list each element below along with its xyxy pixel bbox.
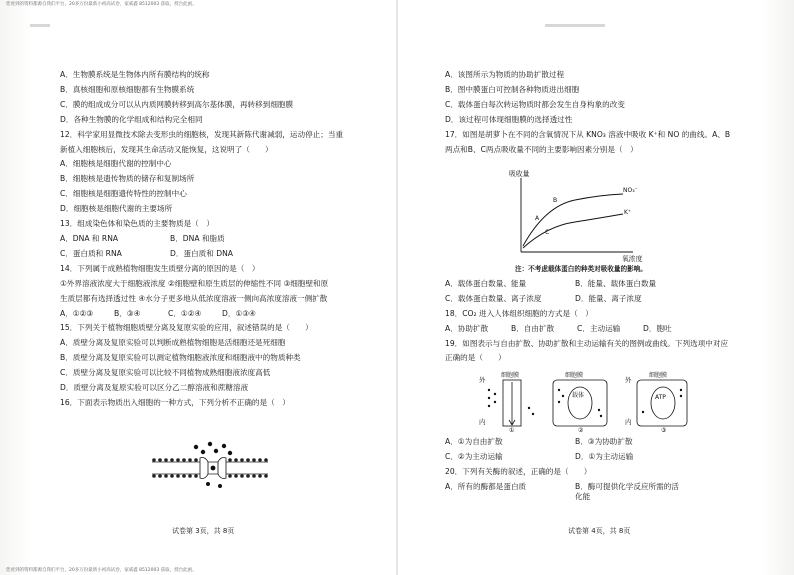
right-page [445, 70, 785, 155]
q20-options-row1 [445, 482, 785, 503]
fig3-inside-label: 内 [625, 418, 632, 426]
q15-option-b: B．质壁分离及复原实验可以测定植物细胞液浓度和细胞液中的物质种类 [60, 353, 301, 363]
point-b-label: B [553, 197, 558, 204]
scan-smudge [30, 24, 50, 27]
q18-option-a: A．协助扩散 [445, 323, 489, 333]
fig1-outside-label: 外 [479, 376, 486, 384]
q19-option-d: D．①为主动运输 [575, 451, 634, 461]
q14-line-1: ①外界溶液浓度大于细胞液浓度 ②细胞壁和原生质层的伸缩性不同 ③细胞壁和原 [60, 278, 329, 288]
q17-stem-2: 两点和B、C两点吸收量不同的主要影响因素分别是（ ） [445, 144, 638, 154]
q19-stem-2: 正确的是（ ） [445, 353, 506, 363]
q16-option-c: C．载体蛋白每次转运物质时都会发生自身构象的改变 [445, 99, 625, 109]
q13-option-a: A．DNA 和 RNA [60, 233, 119, 243]
q15-option-c: C．质壁分离及复原实验可以比较不同植物成熟细胞液浓度高低 [60, 368, 271, 378]
q16-option-b: B．图中膜蛋白可控制各种物质进出细胞 [445, 84, 580, 94]
fig3-outside-label: 外 [625, 376, 632, 384]
q16-option-a: A．该图所示为物质的协助扩散过程 [445, 70, 565, 79]
q13-stem: 13．组成染色体和染色质的主要物质是（ ） [60, 219, 214, 229]
q20-option-b: B．酶可提供化学反应所需的活化能 [575, 481, 679, 502]
scan-smudge [545, 24, 605, 27]
point-a-label: A [535, 215, 540, 222]
q13-options-row2 [60, 249, 400, 259]
q18-stem: 18．CO₂ 进入人体组织细胞的方式是（ ） [445, 308, 593, 318]
graph-ylabel: 吸收量 [509, 170, 530, 178]
q17-options-row1 [445, 279, 785, 289]
q11-option-d: D．各种生物膜的化学组成和结构完全相同 [60, 114, 203, 124]
header-watermark-strip: 您看到的资料都源自我们平台，20多万份最新小初高试卷，家威鑫 8512003 获取，授台此函。 [6, 2, 197, 7]
figure-1 [479, 371, 534, 426]
fig1-membrane-label: 细胞膜 [501, 372, 520, 379]
q14-line-2: 生质层都有选择透过性 ④水分子更多地从低浓度溶液一侧向高浓度溶液一侧扩散 [60, 293, 328, 303]
right-page-bottom [445, 437, 785, 503]
q19-option-c: C．②为主动运输 [445, 451, 503, 461]
q17-option-d: D．能量、离子浓度 [575, 293, 642, 303]
membrane-transport-figure [150, 440, 270, 492]
q14-option-a: A．①②③ [60, 308, 94, 318]
footer-watermark-strip: 您看到的资料都源自我们平台，20多万份最新小初高试卷，家威鑫 8512003 获取，授台此函。 [6, 568, 197, 573]
q12-option-a: A．细胞核是细胞代谢的控制中心 [60, 159, 172, 169]
figure-3 [625, 371, 687, 426]
q17-option-a: A．载体蛋白数量、能量 [445, 278, 527, 288]
graph-xlabel: 氧浓度 [622, 255, 643, 263]
fig3-carrier [651, 387, 675, 419]
q12-option-d: D．细胞核是细胞代谢的主要场所 [60, 204, 173, 214]
curve-no3-label: NO₃⁻ [623, 187, 638, 194]
curve-k-label: K⁺ [624, 209, 632, 216]
q13-option-b: B．DNA 和脂质 [170, 233, 225, 243]
q19-options-row2 [445, 452, 785, 462]
q19-option-b: B．③为协助扩散 [575, 437, 633, 446]
fig1-number: ① [509, 427, 515, 432]
q17-note: 注：不考虑载体蛋白的种类对吸收量的影响。 [515, 265, 647, 273]
phospholipid-bilayer [152, 462, 268, 474]
q20-stem: 20．下列有关酶的叙述，正确的是（ ） [445, 466, 592, 476]
point-c-label: C [545, 229, 550, 236]
right-page-lower [445, 264, 785, 364]
q18-option-b: B．自由扩散 [511, 323, 555, 333]
q16-stem: 16．下面表示物质出入细胞的一种方式，下列分析不正确的是（ ） [60, 397, 290, 407]
q11-option-b: B．真核细胞和原核细胞都有生物膜系统 [60, 84, 195, 94]
q18-options [445, 324, 785, 334]
q17-option-c: C．载体蛋白数量、离子浓度 [445, 293, 542, 303]
q17-stem-1: 17．如图是胡萝卜在不同的含氧情况下从 KNO₃ 溶液中吸收 K⁺和 NO 的曲线。A、B [445, 129, 731, 139]
inside-solute-dots [206, 482, 222, 488]
figure-2 [553, 371, 607, 426]
phospholipid-heads [152, 458, 268, 478]
q12-option-b: B．细胞核是遗传物质的储存和复制场所 [60, 174, 195, 184]
q13-option-d: D．蛋白质和 DNA [170, 248, 233, 258]
q12-stem-1: 12．科学家用显微技术除去变形虫的细胞核，发现其新陈代谢减弱，运动停止；当重 [60, 129, 344, 139]
q11-option-c: C．膜的组成成分可以从内质网膜转移到高尔基体膜，再转移到细胞膜 [60, 99, 294, 109]
q15-option-a: A．质壁分离及复原实验可以判断成熟植物细胞是活细胞还是死细胞 [60, 338, 286, 348]
q14-option-b: B．③④ [114, 308, 141, 318]
q14-options [60, 309, 400, 319]
q12-option-c: C．细胞核是细胞遗传特性的控制中心 [60, 189, 187, 199]
q11-option-a: A．生物膜系统是生物体内所有膜结构的统称 [60, 70, 210, 79]
fig1-inside-label: 内 [479, 418, 486, 426]
q15-stem: 15．下列关于植物细胞质壁分离及复原实验的应用，叙述错误的是（ ） [60, 323, 313, 333]
transport-modes-figure [475, 368, 715, 432]
absorption-graph [505, 168, 645, 260]
q14-option-d: D．①③④ [222, 308, 256, 318]
q19-stem-1: 19．如图表示与自由扩散、协助扩散和主动运输有关的图例或曲线。下列选项中对应 [445, 338, 729, 348]
q15-option-d: D．质壁分离及复原实验可以区分乙二醇溶液和蔗糖溶液 [60, 383, 249, 393]
fig3-membrane-label: 细胞膜 [649, 372, 668, 379]
fig3-number: ③ [661, 427, 667, 432]
q18-option-c: C．主动运输 [577, 323, 621, 333]
fig3-atp-label: ATP [655, 394, 666, 401]
right-page-footer: 试卷第 4页，共 8页 [568, 527, 631, 535]
q17-option-b: B．能量、载体蛋白数量 [575, 278, 657, 288]
fig2-number: ② [578, 427, 584, 432]
q12-stem-2: 新植入细胞核后，发现其生命活动又能恢复，这说明了（ ） [60, 144, 273, 154]
outside-solute-dots [194, 442, 232, 455]
q14-option-c: C．①②④ [168, 308, 202, 318]
fig2-membrane-label: 细胞膜 [565, 372, 584, 379]
q14-stem: 14．下列属于成熟植物细胞发生质壁分离的原因的是（ ） [60, 263, 260, 273]
q19-options-row1 [445, 437, 785, 447]
q16-option-d: D．该过程可体现细胞膜的选择透过性 [445, 114, 573, 124]
transported-solute [211, 466, 216, 471]
q13-options-row1 [60, 234, 400, 244]
left-page [60, 70, 400, 408]
left-page-footer: 试卷第 3页，共 8页 [172, 527, 235, 535]
q20-option-a: A．所有的酶都是蛋白质 [445, 481, 527, 491]
q17-options-row2 [445, 294, 785, 304]
q18-option-d: D．胞吐 [643, 323, 672, 333]
fig2-carrier-label: 载体 [572, 392, 585, 399]
q13-option-c: C．蛋白质和 RNA [60, 248, 122, 258]
q19-option-a: A．①为自由扩散 [445, 437, 503, 446]
